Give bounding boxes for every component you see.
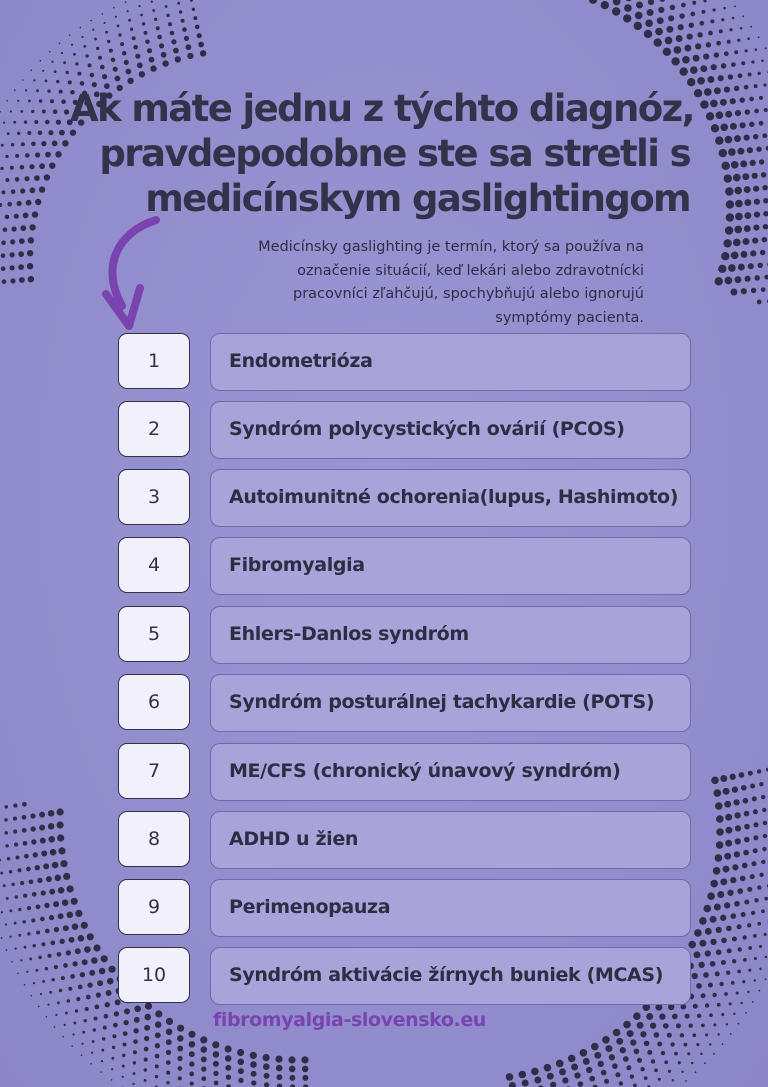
website-link[interactable]: fibromyalgia-slovensko.eu — [213, 1009, 486, 1031]
item-label: Perimenopauza — [210, 879, 691, 937]
item-number: 5 — [118, 606, 190, 662]
list-item — [0, 743, 768, 801]
item-number: 3 — [118, 469, 190, 525]
intro-line: pracovníci zľahčujú, spochybňujú alebo ignorujú — [293, 286, 644, 302]
curved-arrow-down-icon — [96, 208, 176, 333]
item-number: 7 — [118, 743, 190, 799]
list-item — [0, 537, 768, 595]
item-number: 6 — [118, 674, 190, 730]
item-label: Fibromyalgia — [210, 537, 691, 595]
title-line: medicínskym gaslightingom — [145, 177, 690, 220]
item-number: 2 — [118, 401, 190, 457]
item-label: Autoimunitné ochorenia(lupus, Hashimoto) — [210, 469, 691, 527]
item-label: Endometrióza — [210, 333, 691, 391]
item-label: ME/CFS (chronický únavový syndróm) — [210, 743, 691, 801]
list-item — [0, 469, 768, 527]
item-label: Syndróm polycystických ovárií (PCOS) — [210, 401, 691, 459]
item-label: Syndróm aktivácie žírnych buniek (MCAS) — [210, 947, 691, 1005]
item-label: ADHD u žien — [210, 811, 691, 869]
list-item — [0, 811, 768, 869]
list-item — [0, 606, 768, 664]
list-item — [0, 879, 768, 937]
item-number: 8 — [118, 811, 190, 867]
list-item — [0, 401, 768, 459]
item-number: 10 — [118, 947, 190, 1003]
item-number: 9 — [118, 879, 190, 935]
page-title — [70, 86, 694, 221]
intro-line: symptómy pacienta. — [495, 309, 644, 326]
title-line: pravdepodobne ste sa stretli s — [99, 132, 690, 175]
item-label: Syndróm posturálnej tachykardie (POTS) — [210, 674, 691, 732]
list-item — [0, 947, 768, 1005]
title-line: Ak máte jednu z týchto diagnóz, — [70, 87, 694, 130]
list-item — [0, 333, 768, 391]
item-number: 1 — [118, 333, 190, 389]
list-item — [0, 674, 768, 732]
intro-text — [184, 236, 644, 330]
item-number: 4 — [118, 537, 190, 593]
intro-line: označenie situácií, keď lekári alebo zdravotnícki — [297, 262, 644, 279]
intro-line: Medicínsky gaslighting je termín, ktorý sa používa na — [258, 239, 644, 255]
item-label: Ehlers-Danlos syndróm — [210, 606, 691, 664]
